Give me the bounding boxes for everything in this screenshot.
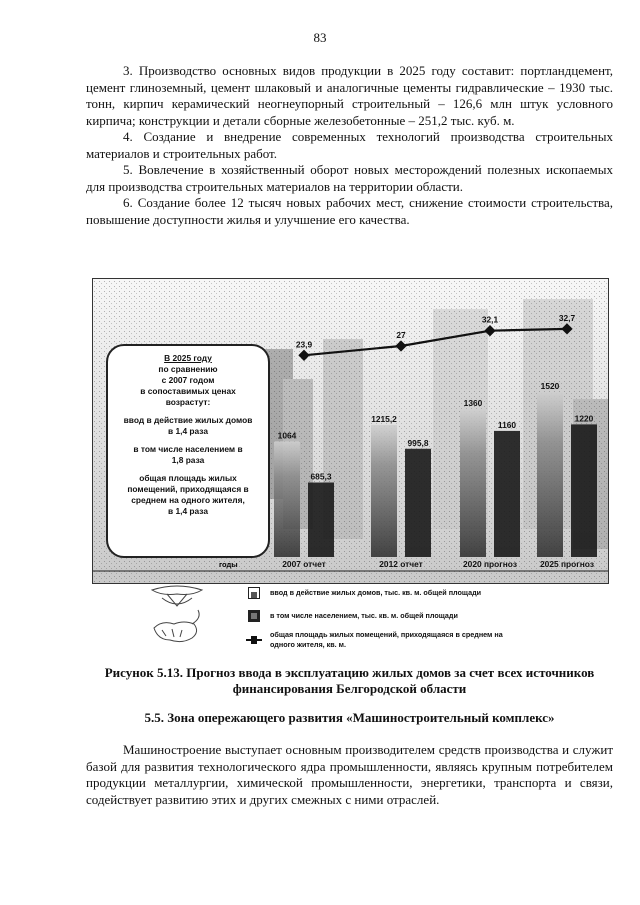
bar-population-2	[405, 449, 431, 557]
legend-line-marker-icon	[246, 634, 262, 646]
bar-total-label-2: 1215,2	[371, 413, 397, 424]
paragraph-machine-building: Машиностроение выступает основным производителем средств производства и служит базой для развития технологического ядра промышленности, являясь крупным потребителем продукции металлургии, химической промышленности, энергетики, транспорта и связи, содействует развитию этих и других смежных с ними отраслей.	[86, 742, 613, 807]
legend-dark-bar-swatch-icon	[248, 610, 260, 622]
legend-label-total: ввод в действие жилых домов, тыс. кв. м. общей площади	[270, 588, 482, 597]
paragraph-jobs: 6. Создание более 12 тысяч новых рабочих мест, снижение стоимости строительства, повышение доступности жилья и улучшение его качества.	[86, 195, 613, 227]
legend-label-per-capita-line1: общая площадь жилых помещений, приходящаяся в среднем на	[270, 630, 503, 639]
bar-population-3	[494, 431, 520, 557]
legend-label-per-capita	[270, 630, 503, 650]
legend-bar-swatch-icon	[248, 587, 260, 599]
infobox-item2-line2: 1,8 раза	[171, 455, 205, 465]
infobox-item3-line3: среднем на одного жителя,	[131, 495, 245, 505]
bar-total-4	[537, 392, 563, 557]
infobox-item3-line4: в 1,4 раза	[167, 506, 209, 516]
intro-text	[86, 63, 613, 228]
infobox-compare-1: по сравнению	[158, 364, 218, 374]
paragraph-deposits: 5. Вовлечение в хозяйственный оборот новых месторождений полезных ископаемых для производства строительных материалов на территории области.	[86, 162, 613, 194]
chart-legend	[92, 584, 607, 664]
infobox-compare-2: с 2007 годом	[161, 375, 215, 385]
bar-population-label-2: 995,8	[407, 437, 429, 448]
infobox-compare-4: возрастут:	[165, 397, 211, 407]
page-number: 83	[313, 30, 327, 45]
infobox-compare-3: в сопоставимых ценах	[140, 386, 236, 396]
bar-total-label-1: 1064	[277, 430, 297, 441]
infobox-item3-line2: помещений, приходящаяся в	[127, 484, 249, 494]
per-capita-label-2: 27	[396, 330, 406, 340]
per-capita-label-3: 32,1	[481, 314, 499, 325]
bar-total-label-4: 1520	[540, 380, 560, 391]
x-tick-label-4: 2025 прогноз	[540, 559, 594, 569]
coat-of-arms-icon	[132, 584, 222, 664]
figure-caption-line1: Рисунок 5.13. Прогноз ввода в эксплуатацию жилых домов за счет всех источников	[104, 665, 595, 680]
bar-population-1	[308, 483, 334, 557]
infobox-item1-line2: в 1,4 раза	[167, 426, 209, 436]
legend-label-population: в том числе населением, тыс. кв. м. общей площади	[270, 611, 458, 620]
infobox-item3-line1: общая площадь жилых	[139, 473, 237, 483]
per-capita-label-4: 32,7	[558, 312, 576, 323]
bar-total-label-3: 1360	[463, 398, 483, 409]
closing-text	[86, 742, 613, 808]
paragraph-technologies: 4. Создание и внедрение современных технологий производства строительных материалов и строительных работ.	[86, 129, 613, 161]
infobox-year: В 2025 году	[164, 353, 212, 363]
per-capita-label-1: 23,9	[295, 339, 313, 350]
bar-population-4	[571, 424, 597, 557]
bar-total-3	[460, 409, 486, 557]
figure-caption-line2: финансирования Белгородской области	[232, 681, 467, 696]
x-axis-title: годы	[219, 560, 238, 569]
bar-total-2	[371, 425, 397, 557]
x-tick-label-3: 2020 прогноз	[463, 559, 517, 569]
x-tick-label-1: 2007 отчет	[282, 559, 326, 569]
bar-population-label-4: 1220	[574, 413, 594, 424]
comparison-infobox	[106, 344, 270, 558]
x-tick-label-2: 2012 отчет	[379, 559, 423, 569]
section-title: 5.5. Зона опережающего развития «Машиностроительный комплекс»	[144, 710, 555, 725]
infobox-item1-line1: ввод в действие жилых домов	[123, 415, 253, 425]
bar-population-label-3: 1160	[497, 419, 517, 430]
infobox-item2-line1: в том числе населением в	[133, 444, 243, 454]
legend-label-per-capita-line2: одного жителя, кв. м.	[270, 640, 346, 649]
bar-population-label-1: 685,3	[310, 471, 332, 482]
paragraph-production: 3. Производство основных видов продукции в 2025 году составит: портландцемент, цемент глиноземный, цемент шлаковый и аналогичные цементы гидравлические – 1930 тыс. тонн, кирпич керамический неогнеупорный строительный – 126,6 млн штук условного кирпича; конструкции и детали сборные железобетонные – 251,2 тыс. куб. м.	[86, 63, 613, 128]
figure-caption	[86, 665, 613, 697]
bar-total-1	[274, 441, 300, 557]
